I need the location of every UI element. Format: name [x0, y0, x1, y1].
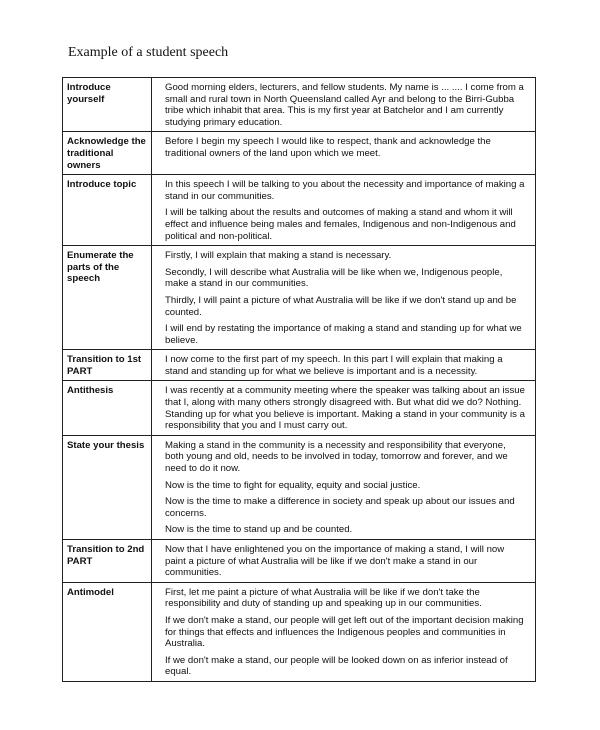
- speech-paragraph: Now is the time to make a difference in society and speak up about our issues and concerns.: [165, 496, 515, 519]
- speech-paragraph: Now is the time to stand up and be counted.: [165, 524, 353, 536]
- section-content: [152, 132, 536, 175]
- speech-paragraph: If we don't make a stand, our people will get left out of the important decision making for things that effects and influences the Indigenous peoples and communities in Australia.: [165, 614, 524, 650]
- speech-table-body: [63, 78, 536, 682]
- speech-paragraph: First, let me paint a picture of what Australia will be like if we don't take the responsibility and duty of standing up and speaking up in our communities.: [165, 586, 482, 610]
- section-content: [152, 246, 536, 350]
- speech-paragraph: I was recently at a community meeting where the speaker was talking about an issue that I, along with many others strongly disagreed with. But what did we do? Nothing. Standing up for what you believe is important. Making a stand in your community is a responsibility that you and I must carry out.: [165, 385, 525, 432]
- section-content: [152, 350, 536, 381]
- speech-outline-table: [62, 77, 536, 682]
- speech-paragraph: I will end by restating the importance of making a stand and standing up for what we believe.: [165, 323, 522, 346]
- section-content: [152, 582, 536, 681]
- section-label: Transition to 1st PART: [63, 350, 152, 381]
- speech-paragraph: I will be talking about the results and outcomes of making a stand and whom it will effect and influence being males and females, Indigenous and non-Indigenous and political and non-political.: [165, 207, 516, 242]
- table-row: [63, 381, 536, 435]
- table-row: [63, 78, 536, 132]
- table-row: [63, 540, 536, 583]
- table-row: [63, 350, 536, 381]
- section-label: Transition to 2nd PART: [63, 540, 152, 583]
- table-row: [63, 175, 536, 246]
- section-label: State your thesis: [63, 435, 152, 539]
- speech-paragraph: Thirdly, I will paint a picture of what Australia will be like if we don't stand up and be counted.: [165, 294, 517, 318]
- section-label: Enumerate the parts of the speech: [63, 246, 152, 350]
- table-row: [63, 246, 536, 350]
- speech-paragraph: Now that I have enlightened you on the importance of making a stand, I will now paint a picture of what Australia will be like if we don't make a stand in our communities.: [165, 544, 505, 579]
- speech-paragraph: In this speech I will be talking to you about the necessity and importance of making a stand in our communities.: [165, 179, 525, 202]
- section-label: Antithesis: [63, 381, 152, 435]
- speech-paragraph: Now is the time to fight for equality, equity and social justice.: [165, 479, 421, 491]
- section-content: [152, 78, 536, 132]
- section-label: Antimodel: [63, 582, 152, 681]
- speech-paragraph: Secondly, I will describe what Australia will be like when we, Indigenous people, make a stand in our communities.: [165, 266, 503, 290]
- speech-paragraph: Making a stand in the community is a necessity and responsibility that everyone, both young and old, needs to be involved in today, tomorrow and forever, and we need to do it now.: [165, 439, 508, 475]
- document-title: Example of a student speech: [68, 45, 229, 60]
- speech-paragraph: Good morning elders, lecturers, and fellow students. My name is ... .... I come from a small and rural town in North Queensland called Ayr and belong to the Birri-Gubba tribe which inhabit that area. This is my first year at Batchelor and I am currently studying primary education.: [165, 82, 524, 128]
- section-content: [152, 540, 536, 583]
- speech-paragraph: Before I begin my speech I would like to respect, thank and acknowledge the traditional owners of the land upon which we meet.: [165, 136, 491, 159]
- speech-paragraph: Firstly, I will explain that making a stand is necessary.: [165, 250, 392, 262]
- section-label: Introduce yourself: [63, 78, 152, 132]
- speech-paragraph: I now come to the first part of my speech. In this part I will explain that making a stand and standing up for what we believe is important and is a necessity.: [165, 354, 503, 377]
- table-row: [63, 132, 536, 175]
- speech-paragraph: If we don't make a stand, our people will be looked down on as inferior instead of equal.: [165, 654, 508, 678]
- section-label: Acknowledge the traditional owners: [63, 132, 152, 175]
- table-row: [63, 435, 536, 539]
- section-content: [152, 381, 536, 435]
- section-label: Introduce topic: [63, 175, 152, 246]
- section-content: [152, 435, 536, 539]
- table-row: [63, 582, 536, 681]
- section-content: [152, 175, 536, 246]
